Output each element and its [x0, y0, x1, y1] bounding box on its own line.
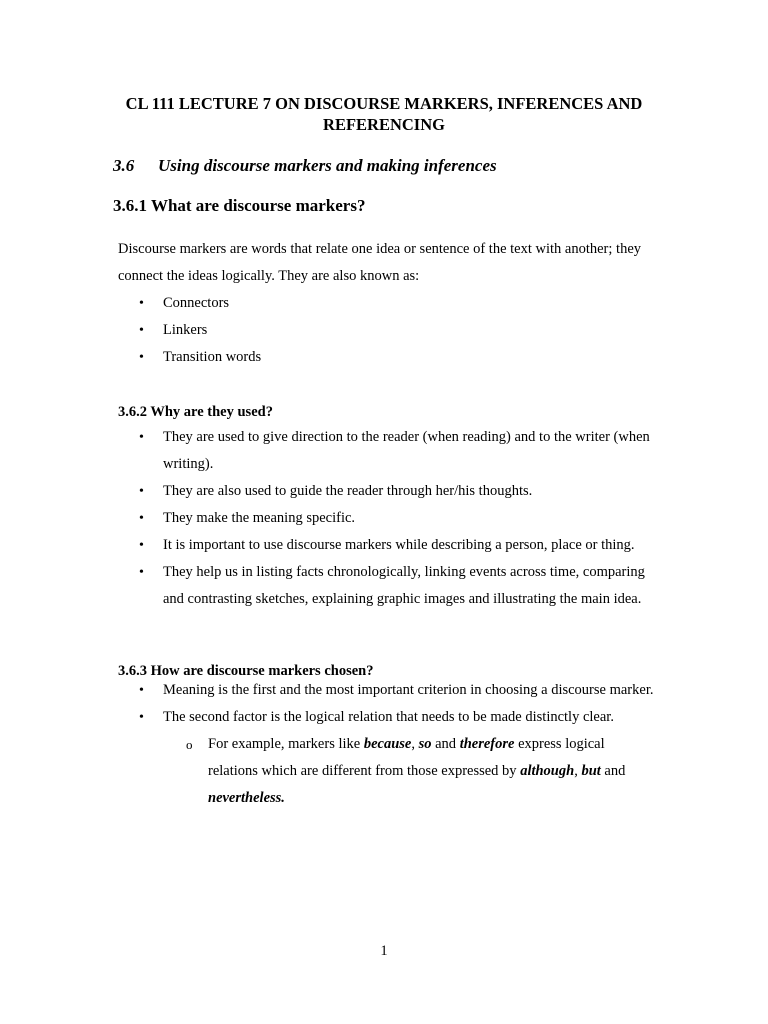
bullet-icon: • [139, 430, 144, 445]
bullet-icon: • [139, 683, 144, 698]
bullet-icon: • [139, 511, 144, 526]
bullet-icon: • [139, 710, 144, 725]
subsection-heading-3-6-3: 3.6.3 How are discourse markers chosen? [118, 663, 374, 679]
bullet-icon: • [139, 484, 144, 499]
how-chosen-list [118, 677, 658, 812]
section-number: 3.6 [113, 156, 135, 175]
marker-word: nevertheless. [208, 790, 285, 806]
marker-word: although [520, 763, 575, 779]
subsection-heading-3-6-1: 3.6.1 What are discourse markers? [113, 196, 366, 215]
also-known-as-list [118, 290, 658, 371]
marker-word: so [418, 736, 432, 752]
list-item: • Meaning is the first and the most important criterion in choosing a discourse marker. [118, 677, 658, 704]
subsection-heading-3-6-2: 3.6.2 Why are they used? [118, 404, 273, 420]
document-title: CL 111 LECTURE 7 ON DISCOURSE MARKERS, INFERENCES AND REFERENCING [125, 94, 643, 134]
list-item: • Linkers [118, 317, 658, 344]
list-item: • Transition words [118, 344, 658, 371]
list-item: • The second factor is the logical relation that needs to be made distinctly clear. o For example, markers like because, so and therefore express logical relations which are different from those expressed by although, but and nevertheless. [118, 704, 658, 812]
marker-word: therefore [459, 736, 515, 752]
bullet-icon: • [139, 565, 144, 580]
example-item: o For example, markers like because, so and therefore express logical relations which are different from those expressed by although, but and nevertheless. [163, 731, 658, 812]
bullet-icon: • [139, 323, 144, 338]
list-item: • They help us in listing facts chronologically, linking events across time, comparing and contrasting sketches, explaining graphic images and illustrating the main idea. [118, 559, 658, 613]
marker-word: but [581, 763, 601, 779]
bullet-icon: • [139, 538, 144, 553]
list-item: • They are used to give direction to the reader (when reading) and to the writer (when writing). [118, 424, 658, 478]
list-item: • They are also used to guide the reader through her/his thoughts. [118, 478, 658, 505]
marker-word: because [363, 736, 412, 752]
list-item: • Connectors [118, 290, 658, 317]
section-title: Using discourse markers and making inferences [158, 156, 497, 175]
circle-bullet-icon: o [186, 737, 193, 752]
bullet-icon: • [139, 296, 144, 311]
example-sublist [163, 731, 658, 812]
list-item: • It is important to use discourse markers while describing a person, place or thing. [118, 532, 658, 559]
why-used-list [118, 424, 658, 613]
page-number: 1 [380, 943, 388, 959]
section-heading [113, 156, 497, 176]
definition-paragraph: Discourse markers are words that relate one idea or sentence of the text with another; they connect the ideas logically. They are also known as: [118, 241, 642, 284]
bullet-icon: • [139, 350, 144, 365]
list-item: • They make the meaning specific. [118, 505, 658, 532]
